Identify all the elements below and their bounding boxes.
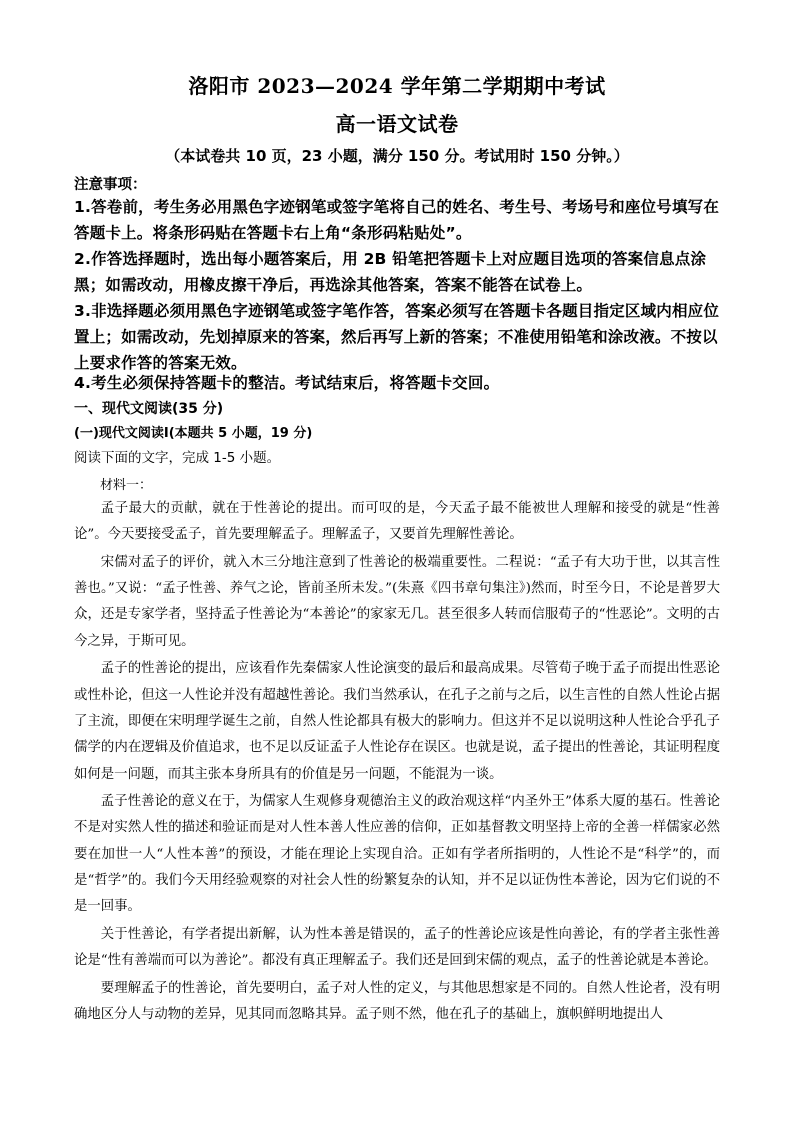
passage-paragraph: 宋儒对孟子的评价，就入木三分地注意到了性善论的极端重要性。二程说：“孟子有大功于世，以其言性善也。”又说：“孟子性善、养气之论，皆前圣所未发。”(朱熹《四书章句集注》)然而，时至今日，不论是普罗大众，还是专家学者，坚持孟子性善论为“本善论”的家家无几。甚至很多人转而信服荀子的“性恶论”。文明的古今之异，于斯可见。 — [74, 554, 720, 649]
passage-paragraph: 关于性善论，有学者提出新解，认为性本善是错误的，孟子的性善论应该是性向善论，有的学者主张性善论是“性有善端而可以为善论”。都没有真正理解孟子。我们还是回到宋儒的观点，孟子的性善论就是本善论。 — [74, 926, 720, 969]
subsection-heading: (一)现代文阅读Ⅰ(本题共 5 小题，19 分) — [74, 426, 313, 441]
passage-paragraph: 孟子最大的贡献，就在于性善论的提出。而可叹的是，今天孟子最不能被世人理解和接受的就是“性善论”。今天要接受孟子，首先要理解孟子。理解孟子，又要首先理解性善论。 — [74, 501, 720, 543]
notice-item: 4.考生必须保持答题卡的整洁。考试结束后，将答题卡交回。 — [74, 374, 500, 392]
notice-item: 1.答卷前，考生务必用黑色字迹钢笔或签字笔将自己的姓名、考生号、考场号和座位号填写在答题卡上。将条形码贴在答题卡右上角“条形码粘贴处”。 — [74, 198, 720, 242]
notice-heading: 注意事项： — [74, 177, 147, 193]
exam-subtitle: 高一语文试卷 — [335, 112, 459, 136]
exam-title: 洛阳市 2023—2024 学年第二学期期中考试 — [188, 74, 606, 98]
section-heading: 一、现代文阅读(35 分) — [74, 401, 224, 417]
reading-passage — [74, 496, 720, 1030]
passage-paragraph: 孟子的性善论的提出，应该看作先秦儒家人性论演变的最后和最高成果。尽管荀子晚于孟子而提出性恶论或性朴论，但这一人性论并没有超越性善论。我们当然承认，在孔子之前与之后，以生言性的自然人性论占据了主流，即便在宋明理学诞生之前，自然人性论都具有极大的影响力。但这并不足以说明这种人性论合乎孔子儒学的内在逻辑及价值追求，也不足以反证孟子人性论存在误区。也就是说，孟子提出的性善论，其证明程度如何是一问题，而其主张本身所具有的价值是另一问题，不能混为一谈。 — [74, 661, 720, 782]
exam-info: （本试卷共 10 页，23 小题，满分 150 分。考试用时 150 分钟。） — [165, 147, 629, 165]
passage-paragraph: 要理解孟子的性善论，首先要明白，孟子对人性的定义，与其他思想家是不同的。自然人性论者，没有明确地区分人与动物的差异，见其同而忽略其异。孟子则不然，他在孔子的基础上，旗帜鲜明地提出人 — [74, 980, 720, 1023]
reading-instruction: 阅读下面的文字，完成 1-5 小题。 — [74, 450, 281, 466]
material-label: 材料一： — [100, 478, 153, 493]
notice-item: 3.非选择题必须用黑色字迹钢笔或签字笔作答，答案必须写在答题卡各题目指定区域内相应位置上；如需改动，先划掉原来的答案，然后再写上新的答案；不准使用铅笔和涂改液。不按以上要求作答的答案无效。 — [74, 302, 720, 372]
passage-paragraph: 孟子性善论的意义在于，为儒家人生观修身观德治主义的政治观这样“内圣外王”体系大厦的基石。性善论不是对实然人性的描述和验证而是对人性本善人性应善的信仰，正如基督教文明坚持上帝的全善一样儒家必然要在加世一人“人性本善”的预设，才能在理论上实现自洽。正如有学者所指明的，人性论不是“科学”的，而是“哲学”的。我们今天用经验观察的对社会人性的纷繁复杂的认知，并不足以证伪性本善论，因为它们说的不是一回事。 — [74, 794, 720, 915]
notice-item: 2.作答选择题时，选出每小题答案后，用 2B 铅笔把答题卡上对应题目选项的答案信息点涂黑；如需改动，用橡皮擦干净后，再选涂其他答案，答案不能答在试卷上。 — [74, 250, 707, 294]
